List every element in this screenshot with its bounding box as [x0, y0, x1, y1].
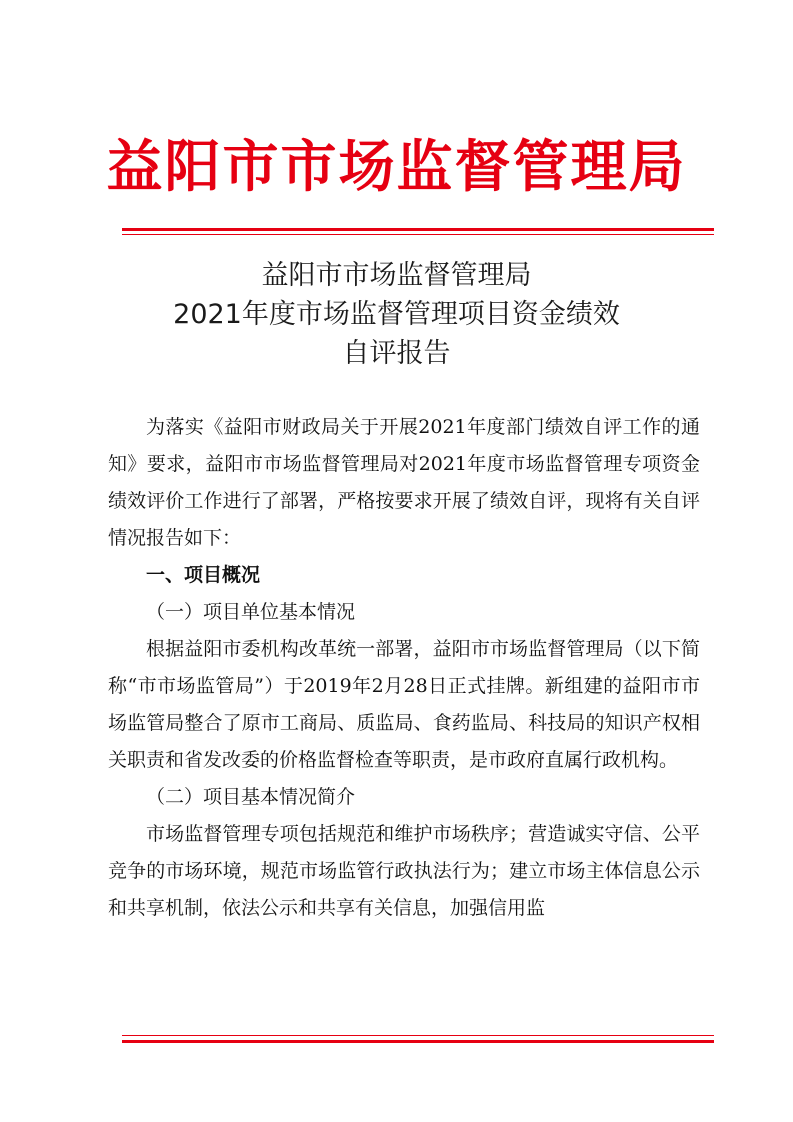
- section-heading-1: 一、项目概况: [146, 564, 261, 586]
- subsection-paragraph-2: 市场监督管理专项包括规范和维护市场秩序；营造诚实守信、公平竞争的市场环境，规范市场监管行政执法行为；建立市场主体信息公示和共享机制，依法公示和共享有关信息，加强信用监: [108, 823, 700, 919]
- document-body: [108, 409, 700, 927]
- document-title: [0, 256, 793, 373]
- subsection-heading-1: （一）项目单位基本情况: [146, 601, 356, 623]
- masthead-org-name: 益阳市市场监督管理局: [106, 135, 687, 200]
- title-line-2: 2021年度市场监督管理项目资金绩效: [173, 299, 620, 330]
- header-rule-thick: [122, 228, 714, 231]
- title-line-1: 益阳市市场监督管理局: [261, 260, 532, 291]
- header-rule-thin: [122, 234, 714, 235]
- title-line-3: 自评报告: [342, 338, 451, 369]
- footer-rule-thick: [122, 1040, 714, 1043]
- subsection-heading-2: （二）项目基本情况简介: [146, 786, 356, 808]
- intro-paragraph: 为落实《益阳市财政局关于开展2021年度部门绩效自评工作的通知》要求，益阳市市场监督管理局对2021年度市场监督管理专项资金绩效评价工作进行了部署，严格按要求开展了绩效自评，现将有关自评情况报告如下：: [108, 416, 700, 549]
- subsection-paragraph-1: 根据益阳市委机构改革统一部署，益阳市市场监督管理局（以下简称“市市场监管局”）于2019年2月28日正式挂牌。新组建的益阳市市场监管局整合了原市工商局、质监局、食药监局、科技局的知识产权相关职责和省发改委的价格监督检查等职责，是市政府直属行政机构。: [108, 638, 700, 771]
- footer-rule-thin: [122, 1035, 714, 1036]
